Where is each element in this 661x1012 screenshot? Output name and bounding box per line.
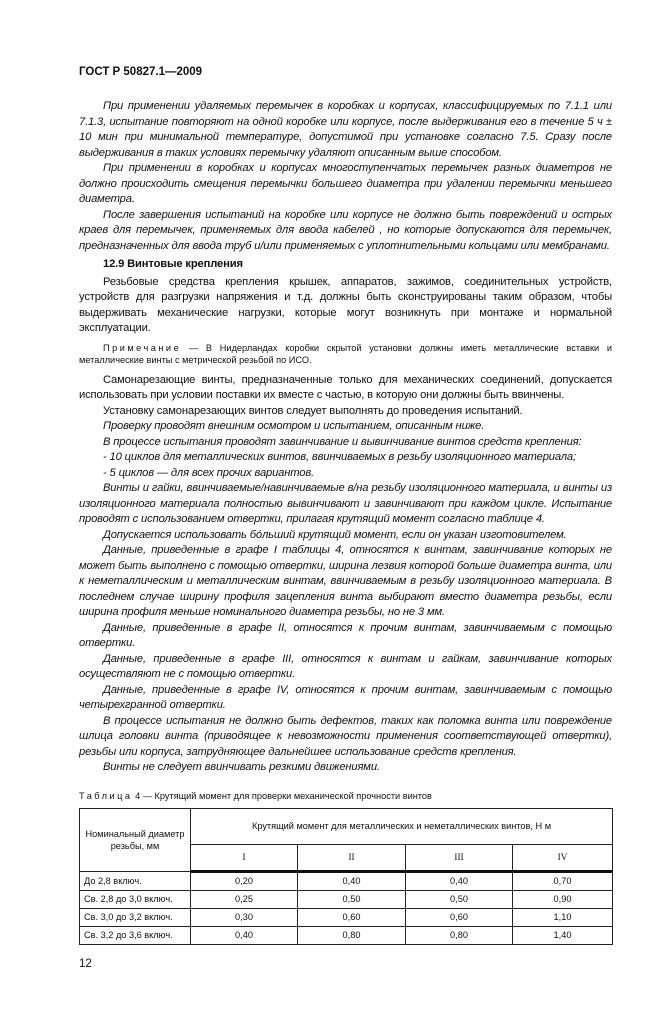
page-number: 12 <box>79 957 92 970</box>
list-item: - 10 циклов для металлических винтов, ввинчиваемых в резьбу изоляционного материала; <box>103 451 576 463</box>
table-cell: 0,50 <box>406 890 513 908</box>
table-row <box>80 926 613 944</box>
paragraph: Винты и гайки, ввинчиваемые/навинчиваемые в/на резьбу изоляционного материала, и винты из изоляционного материала полностью вывинчивают и завинчивают при каждом цикле. Испытание проводят с использованием отвертки, прилагая крутящий момент согласно таблице 4. <box>79 482 612 525</box>
list-item: - 5 циклов — для всех прочих вариантов. <box>103 466 314 479</box>
column-header-ii: II <box>298 844 406 871</box>
table-cell: 0,50 <box>298 890 406 908</box>
paragraph: В процессе испытания проводят завинчивание и вывинчивание винтов средств крепления: <box>103 435 582 448</box>
table-cell: 0,40 <box>191 926 298 944</box>
table-cell: 0,25 <box>191 890 298 908</box>
note <box>79 342 612 367</box>
table-caption-label: Таблица <box>79 790 133 801</box>
table-row <box>80 871 613 890</box>
paragraph: Резьбовые средства крепления крышек, аппаратов, зажимов, соединительных устройств, устройств для разгрузки напряжения и т.д. должны быть сконструированы таким образом, чтобы выдерживать механические нагрузки, которые могут возникнуть при монтаже и нормальной эксплуатации. <box>79 275 612 334</box>
table-row <box>80 908 613 926</box>
note-text: — В Нидерландах коробки скрытой установки должны иметь металлические вставки и металлические винты с метрической резьбой по ИСО. <box>79 342 612 365</box>
table-cell: 0,80 <box>298 926 406 944</box>
table-cell: Св. 3,2 до 3,6 включ. <box>80 926 191 944</box>
paragraph: Самонарезающие винты, предназначенные только для механических соединений, допускается использовать при условии поставки их вместе с частью, в которую они должны быть ввинчены. <box>79 373 612 401</box>
paragraph: При применении удаляемых перемычек в коробках и корпусах, классифицируемых по 7.1.1 или 7.1.3, испытание повторяют на одной коробке или корпусе, после выдерживания его в течение 5 ч ± 10 мин при минимальной температуре, допустимой при установке согласно 7.5. Сразу после выдерживания в таких условиях перемычку удаляют описанным выше способом. <box>79 100 612 159</box>
column-header-iii: III <box>406 844 513 871</box>
table-cell: Св. 3,0 до 3,2 включ. <box>80 908 191 926</box>
table-cell: 0,70 <box>513 871 613 890</box>
body-text <box>79 99 612 776</box>
section-heading: 12.9 Винтовые крепления <box>103 258 243 270</box>
table-caption <box>79 790 612 802</box>
table-cell: 0,60 <box>298 908 406 926</box>
paragraph: Винты не следует ввинчивать резкими движениями. <box>103 761 380 773</box>
paragraph: Данные, приведенные в графе I таблицы 4, относятся к винтам, завинчивание которых не может быть выполнено с помощью отвертки, ширина лезвия которой больше диаметра винта, или к неметаллическим и металлическим винтам, ввинчиваемым в резьбу изоляционного материала. В последнем случае ширину профиля зацепления винта выбирают вместо диаметра резьбы, если ширина профиля меньше номинального диаметра резьбы, но не 3 мм. <box>79 544 612 618</box>
paragraph: Установку самонарезающих винтов следует выполнять до проведения испытаний. <box>103 404 523 417</box>
table-caption-text: 4 — Крутящий момент для проверки механической прочности винтов <box>132 790 432 801</box>
table-cell: 0,80 <box>406 926 513 944</box>
column-group-header: Крутящий момент для металлических и неметаллических винтов, Н м <box>191 808 613 844</box>
table-row <box>80 890 613 908</box>
table-cell: 1,10 <box>513 908 613 926</box>
paragraph: В процессе испытания не должно быть дефектов, таких как поломка винта или повреждение шлица головки винта (приводящее к невозможности применения соответствующей отвертки), резьбы или корпуса, затрудняющее дальнейшее использование средств крепления. <box>79 714 612 758</box>
column-header-i: I <box>191 844 298 871</box>
table-cell: 0,40 <box>298 871 406 890</box>
table-cell: 0,60 <box>406 908 513 926</box>
table-cell: 0,20 <box>191 871 298 890</box>
table-cell: Св. 2,8 до 3,0 включ. <box>80 890 191 908</box>
paragraph: Данные, приведенные в графе IV, относятся к прочим винтам, завинчиваемым с помощью четырехгранной отвертки. <box>79 683 612 711</box>
document-header: ГОСТ Р 50827.1—2009 <box>79 66 203 78</box>
paragraph: После завершения испытаний на коробке или корпусе не должно быть повреждений и острых краев для перемычек, применяемых для ввода кабелей , но которые допускаются для перемычек, предназначенных для ввода труб и/или применяемых с уплотнительными кольцами или мембранами. <box>79 208 612 252</box>
note-label: Примечание <box>103 342 182 353</box>
table-cell: 1,40 <box>513 926 613 944</box>
paragraph: При применении в коробках и корпусах многоступенчатых перемычек разных диаметров не должно происходить смещения перемычки большего диаметра при удалении перемычки меньшего диаметра. <box>79 162 612 205</box>
column-header-iv: IV <box>513 844 613 871</box>
paragraph: Проверку проводят внешним осмотром и испытанием, описанным ниже. <box>103 420 485 432</box>
paragraph: Данные, приведенные в графе II, относятся к прочим винтам, завинчиваемым с помощью отвертки. <box>79 621 612 649</box>
torque-table <box>79 808 613 945</box>
table-cell: 0,90 <box>513 890 613 908</box>
table-cell: 0,30 <box>191 908 298 926</box>
paragraph: Данные, приведенные в графе III, относятся к винтам и гайкам, завинчивание которых осуществляют не с помощью отвертки. <box>79 652 612 680</box>
table-cell: 0,40 <box>406 871 513 890</box>
column-header-diameter: Номинальный диаметр резьбы, мм <box>80 808 191 871</box>
table-cell: До 2,8 включ. <box>80 871 191 890</box>
paragraph: Допускается использовать бóльший крутящий момент, если он указан изготовителем. <box>103 528 567 541</box>
